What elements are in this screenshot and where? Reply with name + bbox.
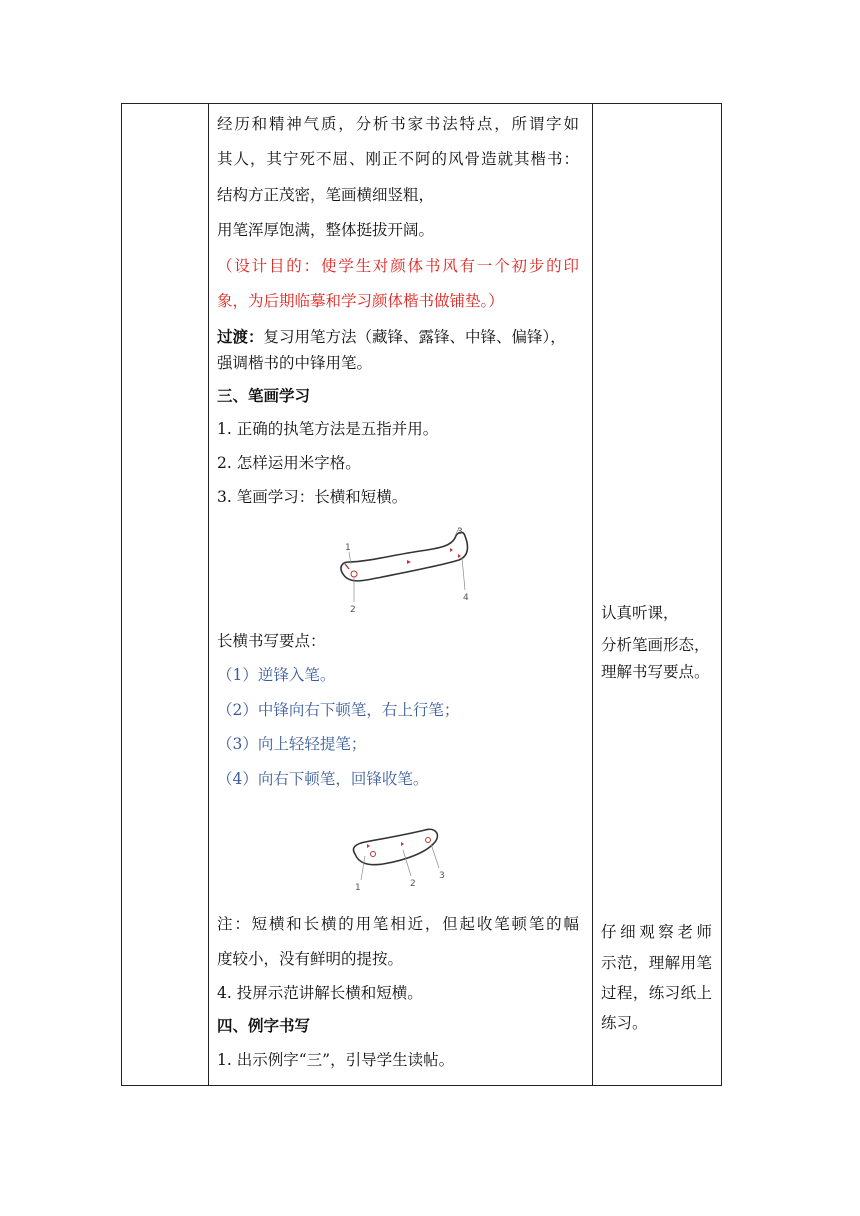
short-heng-diagram [327, 804, 477, 904]
short-heng-outline [353, 829, 437, 864]
student-text-line: 认真听课， [601, 604, 679, 622]
student-text-line: 过程，练习纸上 [601, 984, 712, 1002]
diagram-label-2: 2 [410, 879, 416, 889]
long-heng-diagram [327, 524, 492, 624]
list-item: 4. 投屏示范讲解长横和短横。 [217, 984, 423, 1002]
diagram-label-1: 1 [345, 543, 351, 553]
diagram-label-4: 4 [463, 593, 469, 603]
student-text-line: 示范，理解用笔 [601, 954, 712, 972]
list-item: 3. 笔画学习：长横和短横。 [217, 488, 408, 506]
paragraph-line: 其人，其宁死不屈、刚正不阿的风骨造就其楷书： [217, 150, 579, 168]
diagram-label-1: 1 [355, 883, 361, 893]
long-heng-title: 长横书写要点： [217, 632, 326, 650]
paragraph-line: 经历和精神气质，分析书家书法特点，所谓字如 [217, 115, 579, 133]
diagram-label-3: 3 [457, 527, 463, 537]
transition-line-2: 强调楷书的中锋用笔。 [217, 354, 373, 372]
paragraph-line: 结构方正茂密，笔画横细竖粗， [217, 186, 435, 204]
list-item: 1. 出示例字“三”，引导学生读帖。 [217, 1051, 455, 1069]
note-line: 度较小，没有鲜明的提按。 [217, 950, 404, 968]
student-text-line: 分析笔画形态， [601, 636, 710, 654]
student-text-line: 练习。 [601, 1014, 648, 1032]
section-3-title: 三、笔画学习 [217, 387, 311, 405]
diagram-label-2: 2 [350, 605, 356, 615]
note-line: 注：短横和长横的用笔相近，但起收笔顿笔的幅 [217, 915, 579, 933]
transition-line [217, 327, 566, 347]
long-heng-outline [341, 532, 467, 581]
student-text-line: 仔细观察老师 [601, 923, 712, 941]
transition-text: 复习用笔方法（藏锋、露锋、中锋、偏锋）， [263, 328, 566, 346]
paragraph-line: 用笔浑厚饱满，整体挺拔开阔。 [217, 221, 435, 239]
design-purpose-line: 象，为后期临摹和学习颜体楷书做铺垫。） [217, 292, 504, 310]
list-item: 2. 怎样运用米字格。 [217, 454, 361, 472]
diagram-label-3: 3 [439, 871, 445, 881]
list-item: 1. 正确的执笔方法是五指并用。 [217, 420, 439, 438]
column-divider-1 [208, 104, 209, 1085]
long-heng-step: （3）向上轻轻提笔； [217, 735, 367, 753]
long-heng-step: （2）中锋向右下顿笔，右上行笔； [217, 701, 460, 719]
column-divider-2 [592, 104, 593, 1085]
student-text-line: 理解书写要点。 [601, 663, 710, 681]
design-purpose-line: （设计目的：使学生对颜体书风有一个初步的印 [217, 257, 579, 275]
long-heng-step: （1）逆锋入笔。 [217, 666, 336, 684]
section-4-title: 四、例字书写 [217, 1017, 311, 1035]
transition-label: 过渡： [217, 328, 264, 346]
long-heng-step: （4）向右下顿笔，回锋收笔。 [217, 770, 429, 788]
lesson-table [121, 103, 722, 1086]
